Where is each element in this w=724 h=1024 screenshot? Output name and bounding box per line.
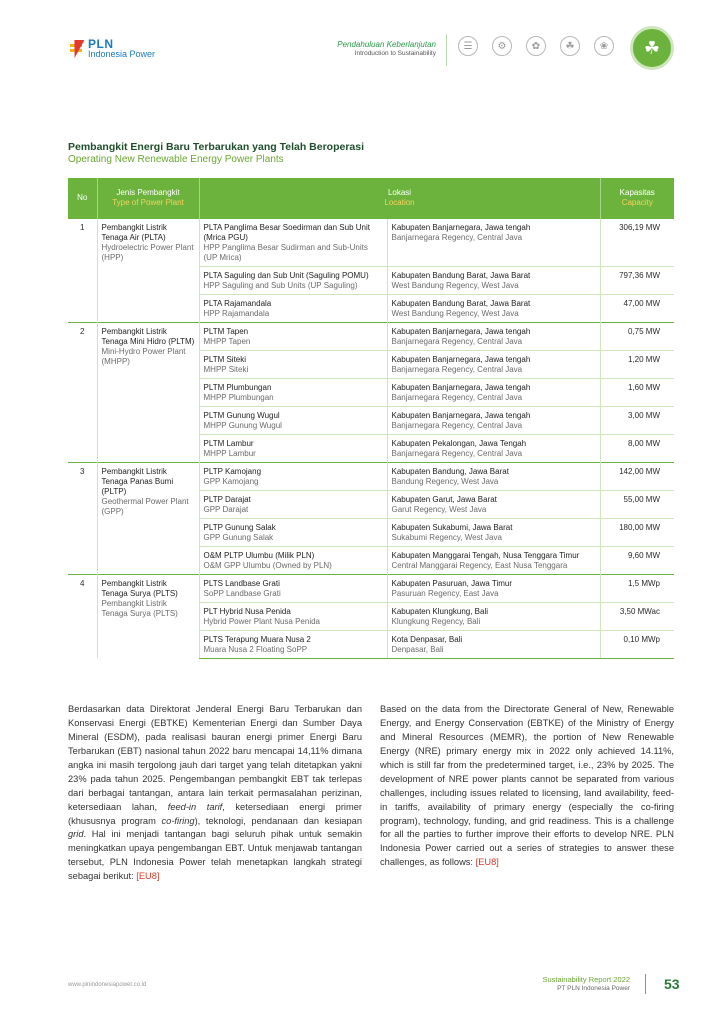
plant-name: PLTA Panglima Besar Soedirman dan Sub Unit (Mrica PGU) HPP Panglima Besar Sudirman and Sub-Units (UP Mrica) (199, 218, 387, 266)
plant-location: Kabupaten Manggarai Tengah, Nusa Tenggara Timur Central Manggarai Regency, East Nusa Tenggara (387, 546, 600, 574)
table-row (68, 218, 674, 266)
footer-url[interactable]: www.plnindonesiapower.co.id (68, 982, 147, 988)
plant-location: Kabupaten Bandung Barat, Jawa Barat West Bandung Regency, West Java (387, 266, 600, 294)
table-row (68, 574, 674, 602)
plant-name: PLTP Gunung Salak GPP Gunung Salak (199, 518, 387, 546)
gri-reference[interactable]: [EU8] (136, 871, 160, 882)
header-location: Lokasi Location (199, 178, 600, 218)
plant-name: PLTM Siteki MHPP Siteki (199, 350, 387, 378)
plant-capacity: 180,00 MW (600, 518, 674, 546)
plant-location: Kabupaten Banjarnegara, Jawa tengah Banjarnegara Regency, Central Java (387, 378, 600, 406)
plant-capacity: 0,10 MWp (600, 630, 674, 658)
plant-name: PLTM Tapen MHPP Tapen (199, 322, 387, 350)
table-title-id: Pembangkit Energi Baru Terbarukan yang Telah Beroperasi (68, 141, 365, 153)
plant-capacity: 55,00 MW (600, 490, 674, 518)
plant-capacity: 142,00 MW (600, 462, 674, 490)
plant-capacity: 47,00 MW (600, 294, 674, 322)
plant-capacity: 1,20 MW (600, 350, 674, 378)
plant-bulb-icon[interactable]: ☘ (630, 26, 674, 70)
plant-name: PLTA Rajamandala HPP Rajamandala (199, 294, 387, 322)
plant-capacity: 1,60 MW (600, 378, 674, 406)
plant-name: O&M PLTP Ulumbu (Milik PLN) O&M GPP Ulumbu (Owned by PLN) (199, 546, 387, 574)
document-icon[interactable]: ☰ (458, 36, 478, 56)
gri-reference[interactable]: [EU8] (475, 857, 499, 868)
plant-name: PLTM Gunung Wugul MHPP Gunung Wugul (199, 406, 387, 434)
plant-capacity: 8,00 MW (600, 434, 674, 462)
table-header-row (68, 178, 674, 218)
plant-capacity: 306,19 MW (600, 218, 674, 266)
plant-capacity: 797,36 MW (600, 266, 674, 294)
footer-divider (645, 974, 646, 994)
body-text-en: Based on the data from the Directorate General of New, Renewable Energy, and Energy Conservation (EBTKE) of the Ministry of Energy and Mineral Resources (MEMR), the portion of New Renewable Energy (NRE) primary energy mix in 2022 only achieved 14.11%, which is still far from the predetermined target, i.e., 23% by 2025. The development of NRE power plants cannot be separated from various challenges, including issues related to licensing, land availability, feed-in tariffs, availability of primary energy (especially the co-firing program), technology, funding, and grid readiness. This is a challenge for all the parties to further improve their efforts to develop NRE. PLN Indonesia Power carried out a series of strategies to answer these challenges, as follows: [EU8] (380, 704, 674, 868)
body-text-id: Berdasarkan data Direktorat Jenderal Energi Baru Terbarukan dan Konservasi Energi (EBTKE) Kementerian Energi dan Sumber Daya Mineral (ESDM), pada realisasi bauran energi primer Energi Baru Terbarukan (EBT) nasional tahun 2022 baru mencapai 14,11% dimana angka ini masih tergolong jauh dari target yang telah ditetapkan yakni 23% pada tahun 2025. Pengembangan pembangkit EBT tak terlepas dari berbagai tantangan, antara lain terkait permasalahan perizinan, ketersediaan lahan, feed-in tarif, ketersediaan energi primer (khususnya program co-firing), teknologi, pendanaan dan kesiapan grid. Hal ini menjadi tantangan bagi seluruh pihak untuk semakin meningkatkan upaya pengembangan EBT. Untuk menjawab tantangan tersebut, PLN Indonesia Power telah menetapkan langkah strategi sebagai berikut: [EU8] (68, 704, 362, 882)
logo-text-top: PLN (88, 37, 114, 51)
plant-name: PLTM Lambur MHPP Lambur (199, 434, 387, 462)
plant-name: PLTP Darajat GPP Darajat (199, 490, 387, 518)
plant-location: Kota Denpasar, Bali Denpasar, Bali (387, 630, 600, 658)
table-title-en: Operating New Renewable Energy Power Plants (68, 154, 284, 165)
plant-type: Pembangkit Listrik Tenaga Mini Hidro (PLTM) Mini-Hydro Power Plant (MHPP) (97, 322, 199, 462)
page-number: 53 (664, 976, 680, 992)
gears-icon[interactable]: ⚙ (492, 36, 512, 56)
header-no: No (68, 178, 97, 218)
row-number: 3 (68, 462, 97, 574)
plant-capacity: 3,50 MWac (600, 602, 674, 630)
plant-location: Kabupaten Bandung, Jawa Barat Bandung Regency, West Java (387, 462, 600, 490)
plant-capacity: 3,00 MW (600, 406, 674, 434)
plant-capacity: 9,60 MW (600, 546, 674, 574)
plant-location: Kabupaten Sukabumi, Jawa Barat Sukabumi Regency, West Java (387, 518, 600, 546)
plant-location: Kabupaten Pasuruan, Jawa Timur Pasuruan Regency, East Java (387, 574, 600, 602)
header-divider (446, 34, 447, 66)
row-number: 2 (68, 322, 97, 462)
plant-name: PLTS Terapung Muara Nusa 2 Muara Nusa 2 Floating SoPP (199, 630, 387, 658)
plant-location: Kabupaten Banjarnegara, Jawa tengah Banjarnegara Regency, Central Java (387, 406, 600, 434)
plant-location: Kabupaten Garut, Jawa Barat Garut Regency, West Java (387, 490, 600, 518)
plant-location: Kabupaten Banjarnegara, Jawa tengah Banjarnegara Regency, Central Java (387, 218, 600, 266)
section-title-id: Pendahuluan Keberlanjutan (337, 40, 436, 49)
footer-report (542, 975, 630, 993)
plant-location: Kabupaten Banjarnegara, Jawa tengah Banjarnegara Regency, Central Java (387, 322, 600, 350)
report-title: Sustainability Report 2022 (542, 975, 630, 984)
plant-capacity: 0,75 MW (600, 322, 674, 350)
company-name: PT PLN Indonesia Power (557, 984, 630, 992)
section-tag (337, 40, 436, 58)
plant-name: PLTS Landbase Grati SoPP Landbase Grati (199, 574, 387, 602)
leaf-circle-icon[interactable]: ✿ (526, 36, 546, 56)
row-number: 1 (68, 218, 97, 322)
table-row (68, 462, 674, 490)
row-number: 4 (68, 574, 97, 658)
plant-location: Kabupaten Klungkung, Bali Klungkung Regency, Bali (387, 602, 600, 630)
plant-name: PLTM Plumbungan MHPP Plumbungan (199, 378, 387, 406)
wreath-icon[interactable]: ❀ (594, 36, 614, 56)
company-logo (68, 38, 155, 59)
header-capacity: Kapasitas Capacity (600, 178, 674, 218)
plant-location: Kabupaten Pekalongan, Jawa Tengah Banjarnegara Regency, Central Java (387, 434, 600, 462)
section-title-en: Introduction to Sustainability (354, 50, 436, 57)
plant-type: Pembangkit Listrik Tenaga Panas Bumi (PLTP) Geothermal Power Plant (GPP) (97, 462, 199, 574)
plant-name: PLT Hybrid Nusa Penida Hybrid Power Plant Nusa Penida (199, 602, 387, 630)
table-row (68, 322, 674, 350)
plant-capacity: 1,5 MWp (600, 574, 674, 602)
plant-name: PLTA Saguling dan Sub Unit (Saguling POMU) HPP Saguling and Sub Units (UP Saguling) (199, 266, 387, 294)
hand-plant-icon[interactable]: ☘ (560, 36, 580, 56)
power-plants-table (68, 178, 674, 659)
plant-type: Pembangkit Listrik Tenaga Surya (PLTS) Pembangkit Listrik Tenaga Surya (PLTS) (97, 574, 199, 658)
plant-location: Kabupaten Bandung Barat, Jawa Barat West Bandung Regency, West Java (387, 294, 600, 322)
section-nav (458, 36, 614, 56)
header-type: Jenis Pembangkit Type of Power Plant (97, 178, 199, 218)
logo-text-bottom: Indonesia Power (88, 49, 156, 59)
plant-name: PLTP Kamojang GPP Kamojang (199, 462, 387, 490)
pln-logo-icon (68, 40, 84, 58)
plant-location: Kabupaten Banjarnegara, Jawa tengah Banjarnegara Regency, Central Java (387, 350, 600, 378)
plant-type: Pembangkit Listrik Tenaga Air (PLTA) Hydroelectric Power Plant (HPP) (97, 218, 199, 322)
